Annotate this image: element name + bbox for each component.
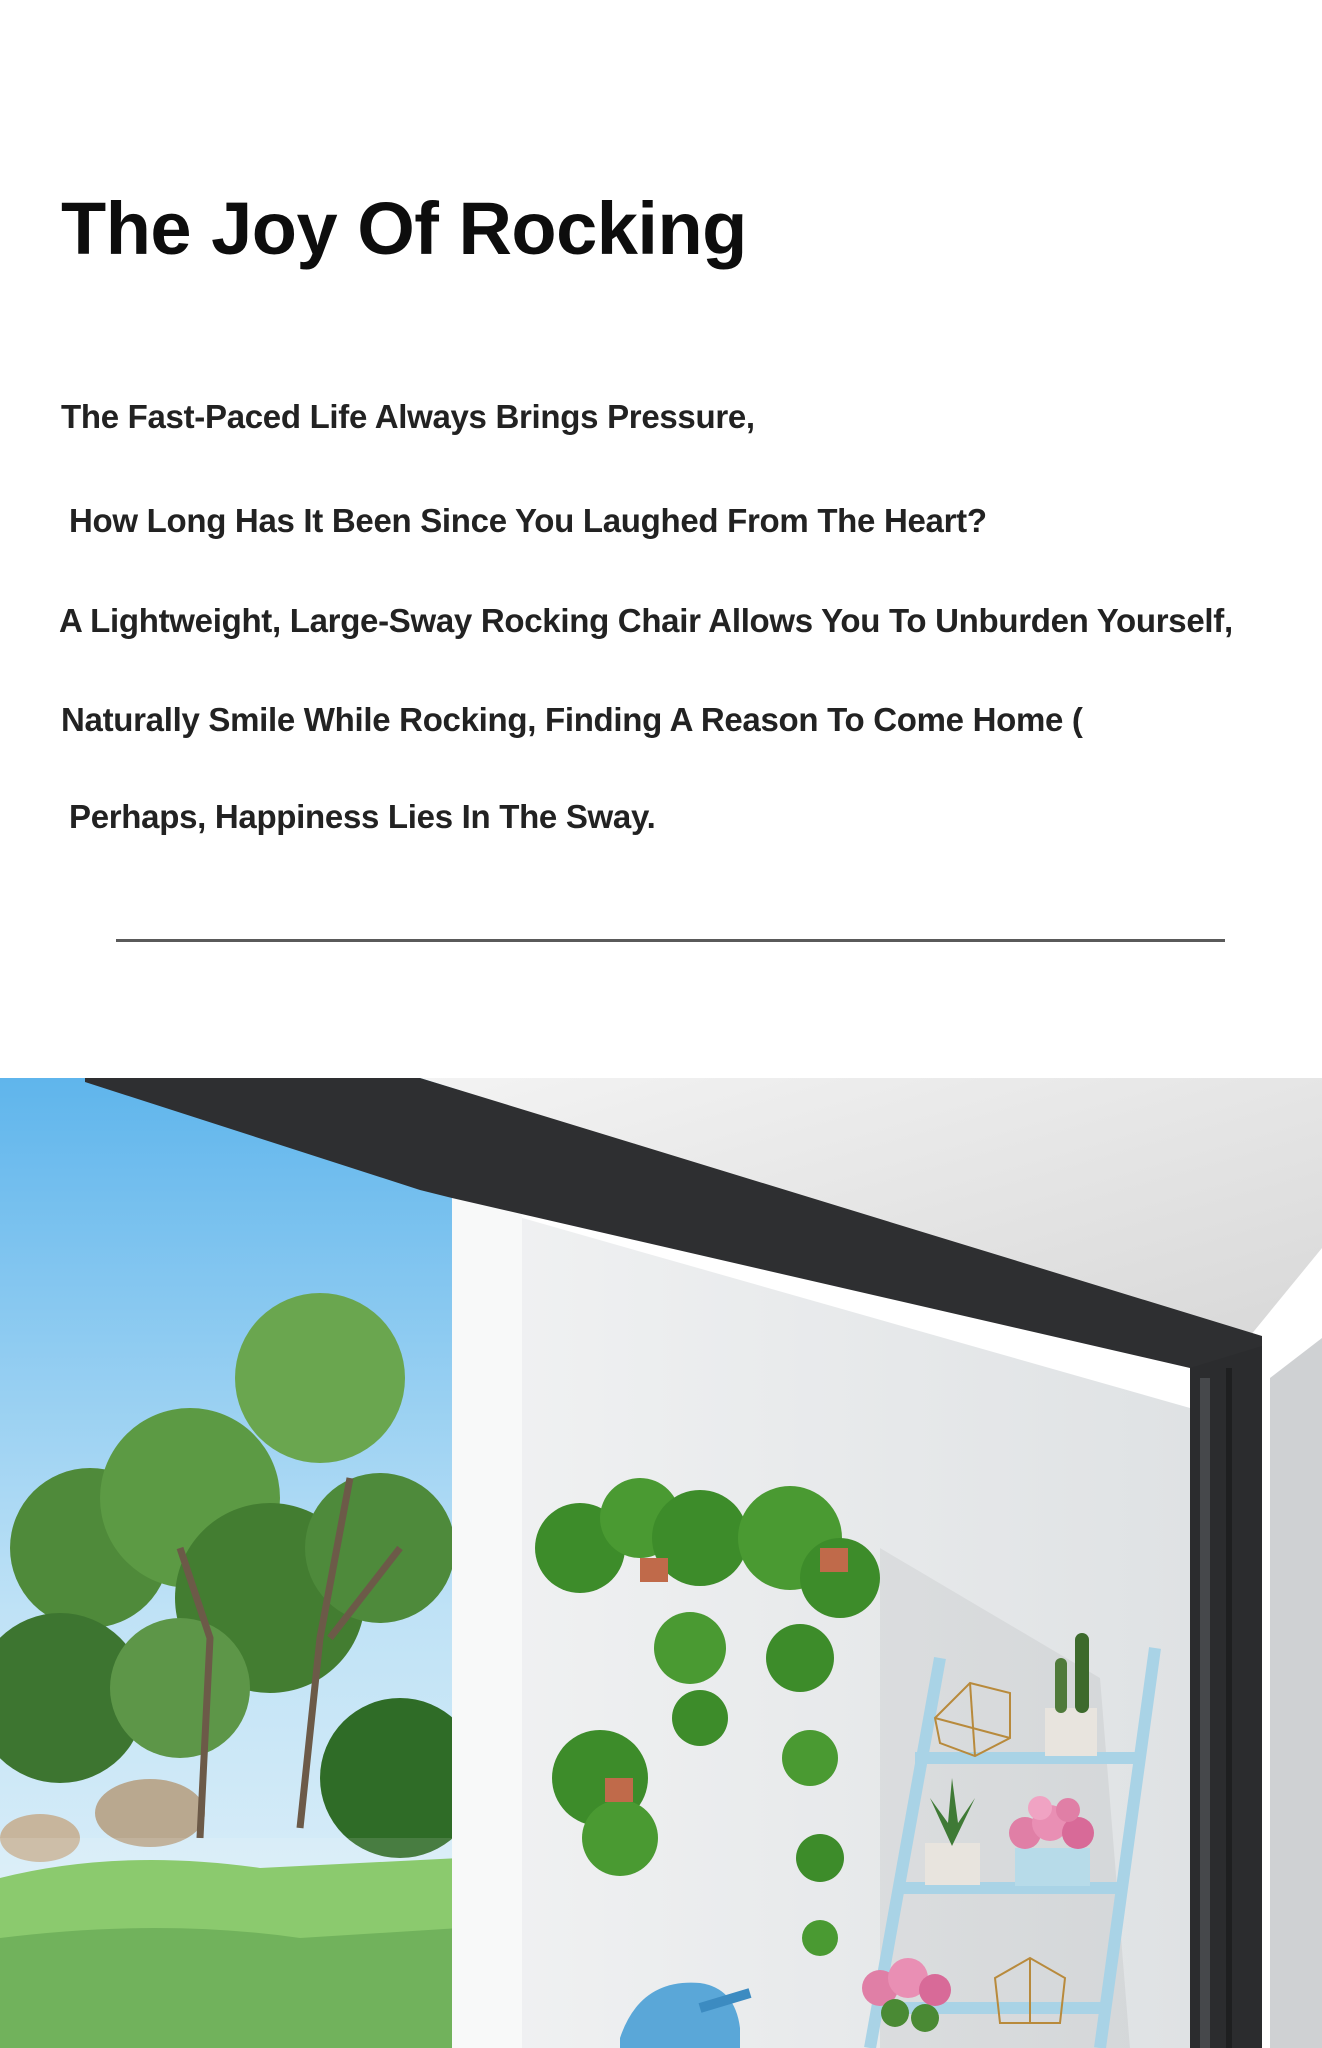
intro-line-2: How Long Has It Been Since You Laughed From The Heart? — [69, 502, 987, 539]
page-title: The Joy Of Rocking — [61, 187, 747, 270]
balcony-lifestyle-photo — [0, 1078, 1322, 2048]
intro-line-1: The Fast-Paced Life Always Brings Pressure, — [61, 398, 755, 435]
section-divider — [116, 939, 1225, 942]
garden-rock — [95, 1779, 205, 1847]
intro-line-5: Perhaps, Happiness Lies In The Sway. — [69, 798, 656, 835]
intro-line-4: Naturally Smile While Rocking, Finding A Reason To Come Home ( — [61, 701, 1083, 738]
intro-line-3: A Lightweight, Large-Sway Rocking Chair Allows You To Unburden Yourself, — [59, 602, 1233, 639]
side-wall — [1270, 1338, 1322, 2048]
